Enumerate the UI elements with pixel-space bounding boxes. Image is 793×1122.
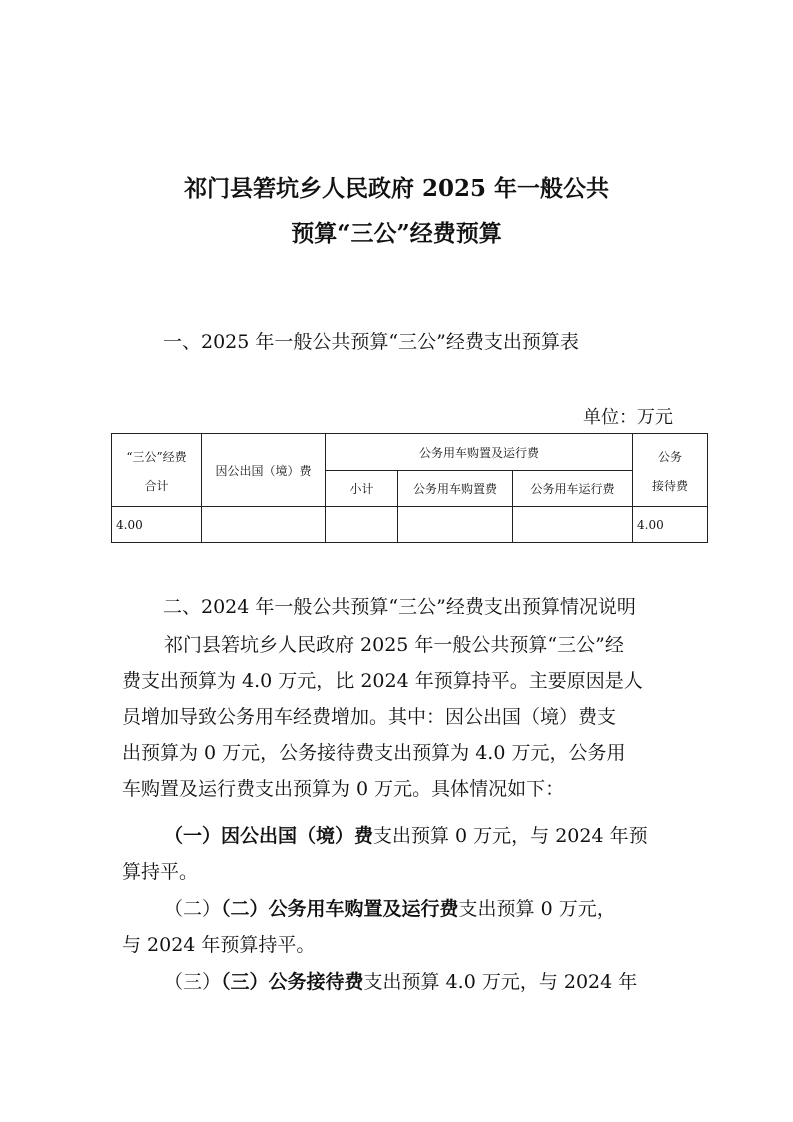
vehicle-text: 支出预算 0 万元， (458, 898, 616, 920)
header-reception-line1: 公务 (658, 450, 683, 464)
paragraph-line (122, 891, 682, 927)
unit-label: 单位：万元 (583, 407, 673, 428)
cell-vehicle-operation (513, 507, 633, 543)
abroad-text: 支出预算 0 万元，与 2024 年预 (373, 825, 648, 847)
abroad-bold-label: （一）因公出国（境）费 (164, 825, 374, 847)
cell-abroad (202, 507, 326, 543)
budget-table (111, 433, 708, 543)
header-vehicle-group (326, 434, 633, 471)
paragraph-line: 费支出预算为 4.0 万元，比 2024 年预算持平。主要原因是人 (122, 670, 643, 692)
header-abroad-label: 因公出国（境）费 (215, 463, 312, 478)
paragraph-vehicle (122, 891, 682, 963)
reception-prefix: （三） (164, 971, 222, 993)
cell-vehicle-purchase (398, 507, 513, 543)
header-sangong-total-line2: 合计 (144, 479, 169, 493)
paragraph-summary (122, 627, 682, 807)
paragraph-line: 算持平。 (122, 861, 199, 883)
reception-text: 支出预算 4.0 万元，与 2024 年 (363, 971, 638, 993)
cell-sangong-total: 4.00 (112, 507, 202, 543)
document-title-line2: 预算“三公”经费预算 (291, 220, 502, 247)
header-sangong-total-line1: “三公”经费 (126, 450, 187, 464)
paragraph-line (122, 818, 682, 854)
header-reception (633, 434, 708, 507)
vehicle-bold-label: （二）公务用车购置及运行费 (221, 898, 459, 920)
header-reception-line2: 接待费 (652, 479, 689, 493)
table-row (112, 507, 708, 543)
cell-subtotal (326, 507, 398, 543)
header-vehicle-group-label: 公务用车购置及运行费 (419, 445, 540, 460)
vehicle-prefix: （二） (164, 898, 222, 920)
paragraph-line: 员增加导致公务用车经费增加。其中：因公出国（境）费支 (122, 706, 617, 728)
header-vehicle-operation: 公务用车运行费 (513, 471, 633, 507)
paragraph-line: 出预算为 0 万元，公务接待费支出预算为 4.0 万元，公务用 (122, 742, 626, 764)
paragraph-line: 与 2024 年预算持平。 (122, 934, 316, 956)
header-sangong-total (112, 434, 202, 507)
paragraph-line (122, 964, 682, 1000)
reception-bold-label: （三）公务接待费 (221, 971, 364, 993)
section1-heading: 一、2025 年一般公共预算“三公”经费支出预算表 (163, 331, 579, 353)
section2-heading: 二、2024 年一般公共预算“三公”经费支出预算情况说明 (163, 596, 636, 618)
paragraph-line: 祁门县箬坑乡人民政府 2025 年一般公共预算“三公”经 (164, 634, 624, 656)
document-title-line1: 祁门县箬坑乡人民政府 2025 年一般公共 (183, 175, 610, 202)
paragraph-reception (122, 964, 682, 1000)
cell-reception: 4.00 (633, 507, 708, 543)
header-subtotal: 小计 (326, 471, 398, 507)
header-vehicle-purchase: 公务用车购置费 (398, 471, 513, 507)
paragraph-abroad (122, 818, 682, 890)
header-abroad (202, 434, 326, 507)
paragraph-line: 车购置及运行费支出预算为 0 万元。具体情况如下： (122, 778, 565, 800)
table-header-row-1 (112, 434, 708, 471)
